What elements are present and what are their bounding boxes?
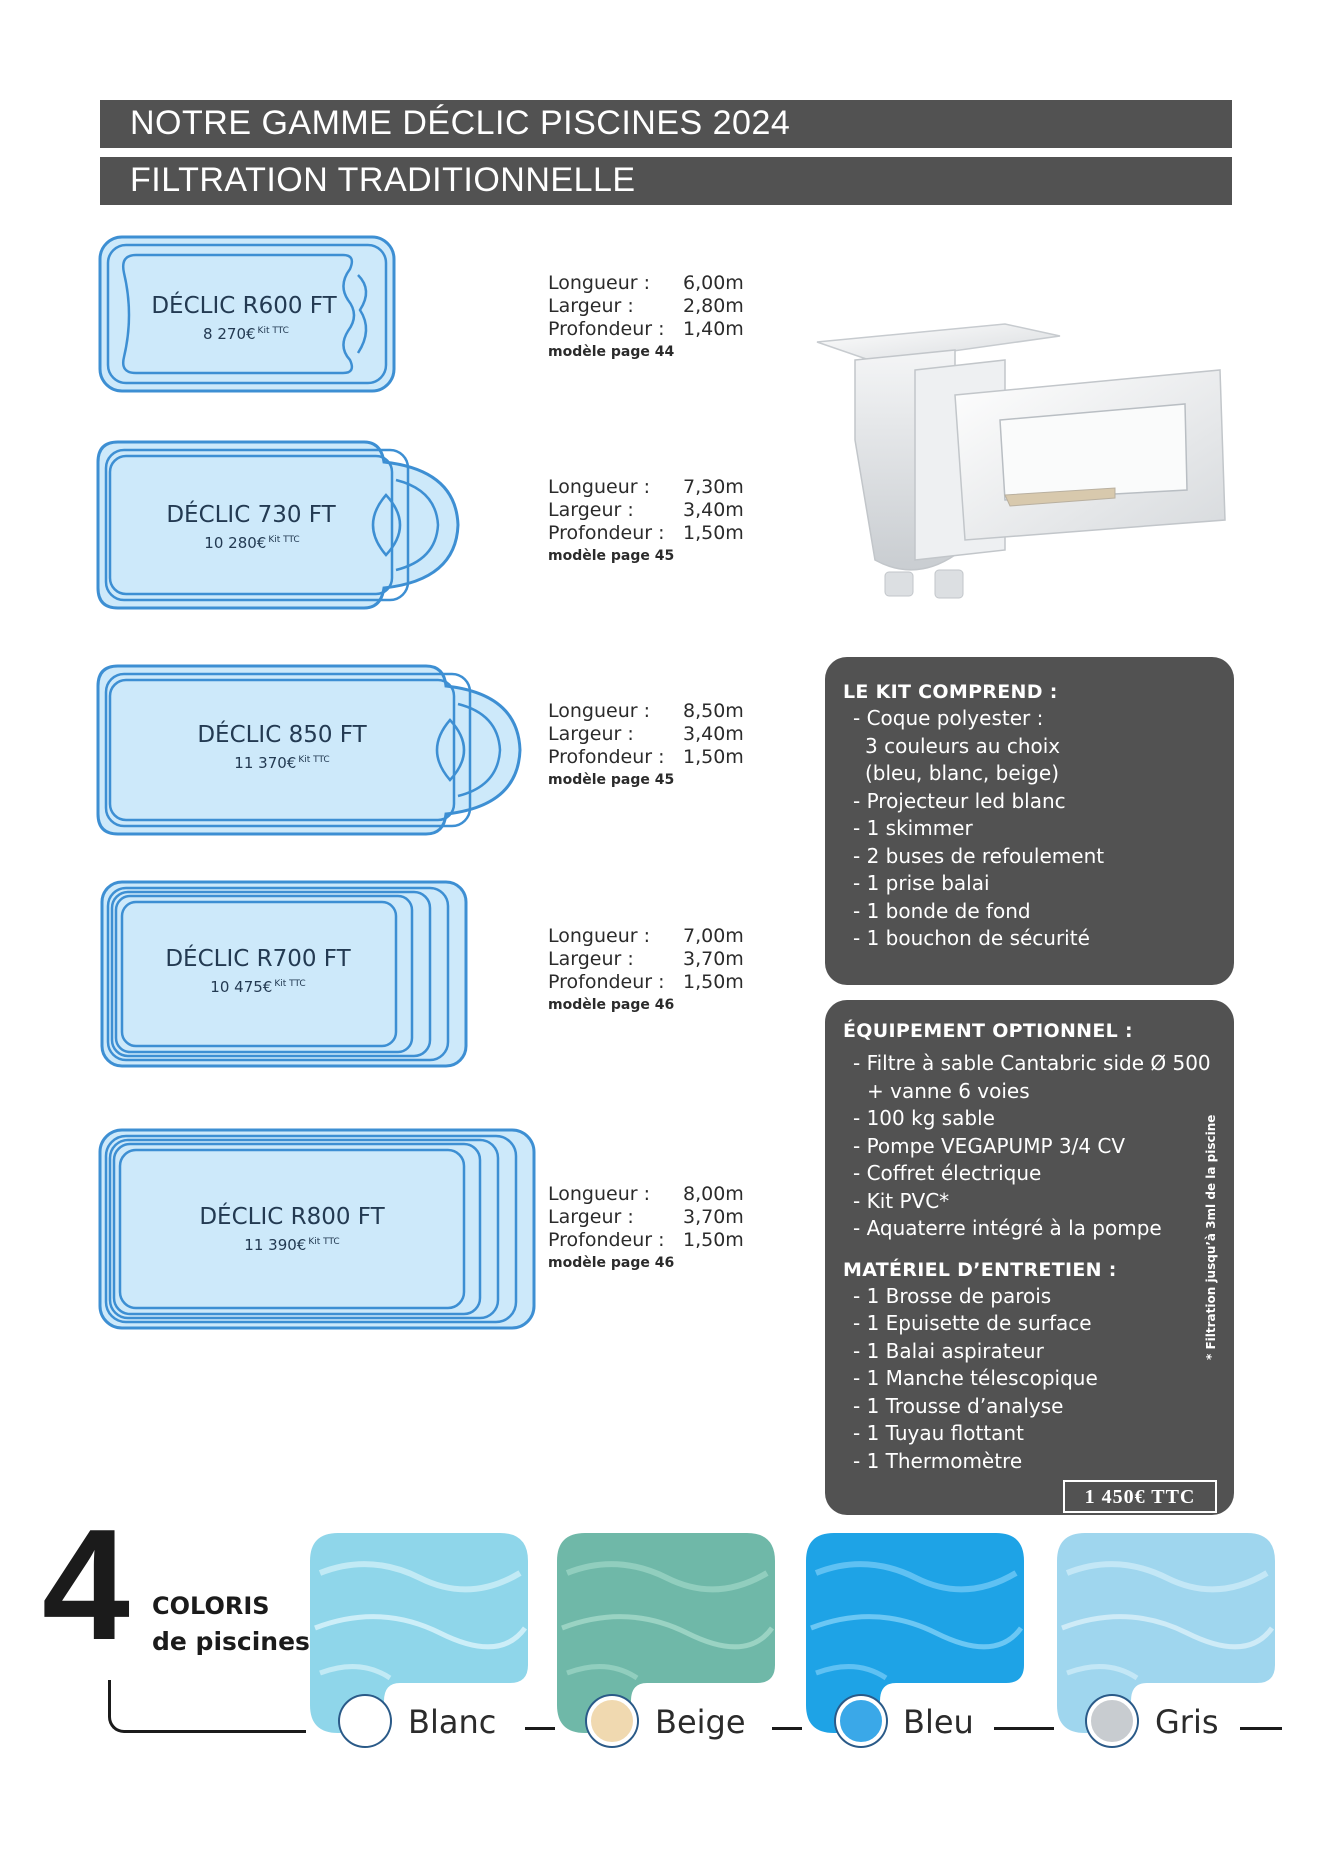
length-label: Longueur : [548, 1183, 651, 1205]
kit-item: - Coque polyester : [853, 706, 1044, 730]
maintenance-item: - 1 Epuisette de surface [853, 1311, 1092, 1335]
width-label: Largeur : [548, 723, 634, 745]
maintenance-item: - 1 Brosse de parois [853, 1283, 1052, 1308]
depth-value: 1,40m [683, 318, 744, 340]
pool-card [98, 1128, 538, 1332]
width-label: Largeur : [548, 295, 634, 317]
skimmer-illustration [815, 320, 1230, 610]
kit-item: 3 couleurs au choix [865, 733, 1061, 758]
price-suffix: Kit TTC [268, 535, 300, 545]
price-value: 11 390€ [244, 1236, 307, 1254]
pool-specs [548, 476, 744, 564]
kit-title: LE KIT COMPREND : [843, 681, 1058, 703]
pool-price [203, 325, 289, 343]
price-suffix: Kit TTC [274, 979, 306, 989]
color-label-gris: Gris [1155, 1703, 1219, 1741]
width-label: Largeur : [548, 499, 634, 521]
model-page-ref: modèle page 45 [548, 772, 675, 788]
pool-850-outline [96, 664, 522, 836]
maintenance-item: - 1 Balai aspirateur [853, 1338, 1044, 1363]
kit-item: - 1 prise balai [853, 871, 990, 895]
colors-subtitle: de piscines [152, 1627, 310, 1656]
page-subtitle: FILTRATION TRADITIONNELLE [100, 157, 1232, 205]
color-label-bleu: Bleu [903, 1703, 974, 1741]
price-suffix: Kit TTC [308, 1237, 340, 1247]
price-value: 11 370€ [234, 754, 297, 772]
width-value: 3,40m [683, 499, 744, 521]
color-separator [994, 1727, 1054, 1730]
color-dot-beige [587, 1696, 637, 1746]
colors-title: COLORIS [152, 1592, 270, 1620]
depth-label: Profondeur : [548, 746, 665, 768]
length-label: Longueur : [548, 925, 651, 947]
pool-specs [548, 700, 744, 788]
width-value: 3,70m [683, 948, 744, 970]
depth-value: 1,50m [683, 746, 744, 768]
width-label: Largeur : [548, 1206, 634, 1228]
price-suffix: Kit TTC [298, 755, 330, 765]
kit-item: - 1 bouchon de sécurité [853, 926, 1090, 950]
page-title: NOTRE GAMME DÉCLIC PISCINES 2024 [100, 100, 1232, 148]
length-label: Longueur : [548, 700, 651, 722]
pool-name: DÉCLIC R700 FT [165, 946, 351, 972]
color-dot-blue [836, 1696, 886, 1746]
depth-value: 1,50m [683, 1229, 744, 1251]
color-dot-grey [1087, 1696, 1137, 1746]
colors-count: 4 [42, 1497, 130, 1673]
pool-name: DÉCLIC R600 FT [151, 293, 337, 319]
kit-item: - 1 bonde de fond [853, 898, 1031, 923]
depth-label: Profondeur : [548, 318, 665, 340]
skimmer-image [815, 320, 1230, 610]
options-price: 1 450€ TTC [1063, 1480, 1217, 1513]
price-value: 10 475€ [210, 978, 273, 996]
pool-card [96, 664, 522, 836]
color-label-beige: Beige [655, 1703, 746, 1741]
options-title: ÉQUIPEMENT OPTIONNEL : [843, 1020, 1133, 1042]
color-separator [772, 1727, 802, 1730]
color-label-blanc: Blanc [408, 1703, 497, 1741]
optional-equipment-panel [825, 1000, 1234, 1515]
maintenance-item: - 1 Trousse d’analyse [853, 1393, 1064, 1418]
model-page-ref: modèle page 44 [548, 344, 675, 360]
width-value: 3,40m [683, 723, 744, 745]
maintenance-title: MATÉRIEL D’ENTRETIEN : [843, 1258, 1117, 1281]
pool-specs [548, 272, 744, 360]
width-label: Largeur : [548, 948, 634, 970]
pool-price [244, 1236, 339, 1254]
pool-specs [548, 925, 744, 1013]
length-value: 8,00m [683, 1183, 744, 1205]
filtration-note: * Filtration jusqu’à 3ml de la piscine [1204, 1114, 1218, 1360]
option-item: - Coffret électrique [853, 1161, 1042, 1185]
option-item: - Aquaterre intégré à la pompe [853, 1216, 1162, 1240]
pool-price [204, 534, 299, 552]
depth-value: 1,50m [683, 522, 744, 544]
kit-item: - Projecteur led blanc [853, 788, 1066, 813]
colors-bracket [108, 1680, 306, 1733]
option-item: - Filtre à sable Cantabric side Ø 500 [853, 1051, 1211, 1075]
colors-heading [152, 1588, 310, 1660]
color-dot-white [340, 1696, 390, 1746]
option-item: + vanne 6 voies [867, 1078, 1030, 1103]
width-value: 3,70m [683, 1206, 744, 1228]
maintenance-item: - 1 Manche télescopique [853, 1366, 1098, 1390]
option-item: - 100 kg sable [853, 1106, 995, 1130]
color-separator [1240, 1727, 1282, 1730]
color-separator [525, 1727, 555, 1730]
pool-card [96, 440, 462, 610]
kit-contents-panel [825, 657, 1234, 985]
model-page-ref: modèle page 46 [548, 997, 675, 1013]
width-value: 2,80m [683, 295, 744, 317]
kit-item: - 2 buses de refoulement [853, 843, 1105, 868]
pool-r700-outline [100, 880, 470, 1070]
pool-specs [548, 1183, 744, 1271]
depth-label: Profondeur : [548, 971, 665, 993]
pool-card [98, 235, 398, 395]
model-page-ref: modèle page 46 [548, 1255, 675, 1271]
length-label: Longueur : [548, 272, 651, 294]
pool-card [100, 880, 470, 1070]
pool-r800-outline [98, 1128, 538, 1332]
length-value: 6,00m [683, 272, 744, 294]
maintenance-item: - 1 Tuyau flottant [853, 1421, 1024, 1445]
depth-label: Profondeur : [548, 1229, 665, 1251]
pool-price [234, 754, 329, 772]
option-item: - Kit PVC* [853, 1188, 950, 1213]
length-value: 7,00m [683, 925, 744, 947]
pool-name: DÉCLIC 850 FT [197, 722, 367, 748]
option-item: - Pompe VEGAPUMP 3/4 CV [853, 1133, 1126, 1158]
maintenance-item: - 1 Thermomètre [853, 1448, 1023, 1473]
pool-name: DÉCLIC 730 FT [166, 502, 336, 528]
length-label: Longueur : [548, 476, 651, 498]
depth-value: 1,50m [683, 971, 744, 993]
model-page-ref: modèle page 45 [548, 548, 675, 564]
kit-item: - 1 skimmer [853, 816, 973, 840]
pool-price [210, 978, 305, 996]
price-value: 10 280€ [204, 534, 267, 552]
depth-label: Profondeur : [548, 522, 665, 544]
price-suffix: Kit TTC [257, 326, 289, 336]
pool-name: DÉCLIC R800 FT [199, 1204, 385, 1230]
length-value: 8,50m [683, 700, 744, 722]
length-value: 7,30m [683, 476, 744, 498]
price-value: 8 270€ [203, 325, 256, 343]
kit-item: (bleu, blanc, beige) [865, 761, 1060, 785]
